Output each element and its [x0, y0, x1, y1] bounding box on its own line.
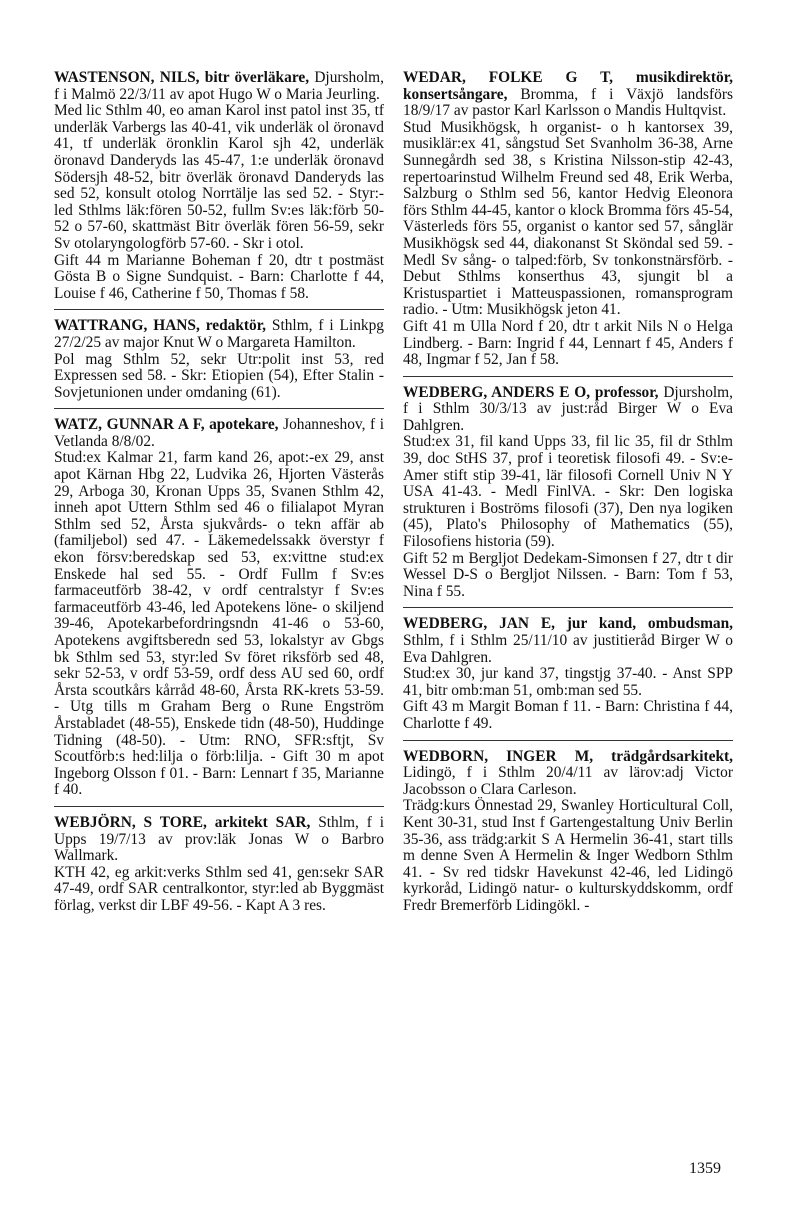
entry-text: Sthlm, f i Upps 19/7/13 av prov:läk Jonas W o Barbro Wallmark.	[54, 813, 384, 865]
entry-heading: WASTENSON, NILS, bitr överläkare,	[54, 69, 310, 86]
entry-text: Djursholm, f i Malmö 22/3/11 av apot Hugo W o Maria Jeurling.	[54, 69, 384, 103]
entry-text: Stud Musikhögsk, h organist- o h kantorsex 39, musiklär:ex 41, sångstud Set Svanholm 36-38, Arne Sunnegårdh sed 38, s Kristina Nilsson-stip 42-43, repertoarinstud Wilhelm Freund sed 48, Erik Werba, Salzburg o Sthlm sed 56, kantor Hedvig Eleonora förs Sthlm 44-45, kantor o klock Bromma förs 45-54, Västerleds förs 55, organist o kantor sed 57, sånglär Musikhögsk sed 44, diakonanst St Sköndal sed 59. - Medl Sv sång- o talped:förb, Sv tonkonstnärsförb. - Debut Sthlms konserthus 43, sjungit bl a Kristuspartiet i Matteuspassionen, romansprogram radio. - Utm: Musikhögsk jeton 41.	[403, 118, 734, 319]
entry-divider	[54, 408, 384, 409]
entry-text: Stud:ex 31, fil kand Upps 33, fil lic 35, fil dr Sthlm 39, doc StHS 37, prof i teoretisk filosofi 49. - Sv:e-Amer stift stip 39-41, lär filosofi Cornell Univ N Y USA 41-43. - Medl FinlVA. - Skr: Den logiska strukturen i Boströms filosofi (37), Den nya logiken (45), Plato's Philosophy of Mathematics (55), Filosofiens historia (59).	[403, 433, 733, 551]
entry-text: Sthlm, f i Linkpg 27/2/25 av major Knut W o Margareta Hamilton.	[54, 317, 385, 351]
entry-wedborn	[403, 749, 733, 915]
entry-wedberg-anders	[403, 385, 733, 601]
entry-divider	[403, 376, 733, 377]
entry-divider	[403, 607, 733, 608]
entry-text: Med lic Sthlm 40, eo aman Karol inst patol inst 35, tf underläk Varbergs las 40-41, vik underläk ol öronavd 41, tf underläk öronklin Karol sjh 42, underläk öronavd Danderyds las 45-47, 1:e underläk öronavd Södersjh 48-52, bitr överläk öronavd Danderyds las sed 52, konsult otolog Norrtälje las sed 52. - Styr:-led Sthlms läk:fören 50-52, fullm Sv:es läk:förb 50-52 o 57-60, skattmäst Bitr överläk fören 56-59, sekr Sv otolaryngologförb 57-60. - Skr i otol.	[54, 102, 384, 252]
entry-text: Lidingö, f i Sthlm 20/4/11 av lärov:adj Victor Jacobsson o Clara Carleson.	[403, 764, 733, 798]
entry-divider	[403, 740, 733, 741]
entry-text: Trädg:kurs Önnestad 29, Swanley Horticultural Coll, Kent 30-31, stud Inst f Gartengestaltung Univ Berlin 35-36, ass trädg:arkit S A Hermelin 36-41, start tills m denne Sven A Hermelin & Inger Wedborn Sthlm 41. - Sv red tidskr Havekunst 42-46, led Lidingö kyrkoråd, Lidingö natur- o kulturskyddskomm, ordf Fredr Bremerförb Lidingökl. -	[403, 797, 733, 914]
entry-heading: WATTRANG, HANS, redaktör,	[54, 317, 266, 335]
entry-wedar	[403, 70, 733, 369]
entry-heading: WEBJÖRN, S TORE, arkitekt SAR,	[54, 813, 311, 831]
entry-webjorn	[54, 815, 384, 915]
entry-text: Pol mag Sthlm 52, sekr Utr:polit inst 53, red Expressen sed 58. - Skr: Etiopien (54), Efter Stalin - Sovjetunionen under omdaning (61).	[54, 350, 384, 401]
right-column	[403, 70, 733, 915]
entry-wedberg-jan	[403, 616, 733, 732]
entry-text: Johanneshov, f i Vetlanda 8/8/02.	[54, 416, 384, 450]
entry-text: KTH 42, eg arkit:verks Sthlm sed 41, gen:sekr SAR 47-49, ordf SAR centralkontor, styr:led ab Byggmäst förlag, verkst dir LBF 49-56. - Kapt A 3 res.	[54, 863, 384, 914]
entry-text: Gift 52 m Bergljot Dedekam-Simonsen f 27, dtr t dir Wessel D-S o Bergljot Nilssen. - Barn: Tom f 53, Nina f 55.	[403, 549, 733, 600]
entry-text: Stud:ex 30, jur kand 37, tingstjg 37-40. - Anst SPP 41, bitr omb:man 51, omb:man sed 55.	[403, 665, 733, 699]
entry-text: Gift 44 m Marianne Boheman f 20, dtr t postmäst Gösta B o Signe Sundquist. - Barn: Charlotte f 44, Louise f 46, Catherine f 50, Thomas f 58.	[54, 251, 384, 302]
entry-divider	[54, 806, 384, 807]
entry-heading: WATZ, GUNNAR A F, apotekare,	[54, 416, 279, 434]
entry-divider	[54, 309, 384, 310]
entry-heading: WEDBORN, INGER M, trädgårdsarkitekt,	[403, 747, 733, 765]
entry-text: Djursholm, f i Sthlm 30/3/13 av just:råd Birger W o Eva Dahlgren.	[403, 383, 733, 434]
entry-watz	[54, 417, 384, 799]
page-number: 1359	[689, 1160, 721, 1177]
entry-wastenson	[54, 70, 384, 302]
entry-text: Sthlm, f i Sthlm 25/11/10 av justitieråd Birger W o Eva Dahlgren.	[403, 632, 733, 666]
entry-wattrang	[54, 318, 384, 401]
entry-text: Stud:ex Kalmar 21, farm kand 26, apot:-ex 29, anst apot Kärnan Hbg 22, Ludvika 26, Hjorten Västerås 29, Arboga 30, Kronan Upps 35, Svanen Sthlm 42, inneh apot Uttern Sthlm sed 46 o filialapot Myran Sthlm sed 52, Årsta sjukvårds- o tekn affär ab (familjebol) sed 47. - Läkemedelssakk överstyr f ekon försv:beredskap sed 53, ex:vittne stud:ex Enskede hal sed 55. - Ordf Fullm f Sv:es farmaceutförb 38-42, v ordf centralstyr f Sv:es farmaceutförb 43-46, led Apotekens löne- o skiljend 39-46, Apotekarbefordringsndn 41-46 o 53-60, Apotekens avgiftsberedn sed 53, lokalstyr av Gbgs bk Sthlm sed 53, styr:led Sv föret riksförb sed 48, sekr 52-53, v ordf 53-59, ordf dess AU sed 60, ordf Årsta scoutkårs kårråd 48-60, Årsta RK-krets 53-59. - Utg tills m Graham Berg o Rune Engström Årstabladet (48-55), Enskede tidn (48-50), Huddinge Tidning (48-50). - Utm: RNO, SFR:sftjt, Sv Scoutförb:s hed:lilja o förb:lilja. - Gift 30 m apot Ingeborg Olsson f 01. - Barn: Lennart f 35, Marianne f 40.	[54, 449, 384, 799]
entry-text: Bromma, f i Växjö landsförs 18/9/17 av pastor Karl Karlsson o Mandis Hultqvist.	[403, 85, 733, 120]
entry-heading: WEDAR, FOLKE G T, musikdirektör, konsertsångare,	[403, 69, 733, 103]
entry-text: Gift 43 m Margit Boman f 11. - Barn: Christina f 44, Charlotte f 49.	[403, 698, 733, 732]
entry-heading: WEDBERG, ANDERS E O, professor,	[403, 383, 659, 401]
entry-heading: WEDBERG, JAN E, jur kand, ombudsman,	[403, 615, 733, 633]
left-column	[54, 70, 384, 915]
entry-text: Gift 41 m Ulla Nord f 20, dtr t arkit Nils N o Helga Lindberg. - Barn: Ingrid f 44, Lennart f 45, Anders f 48, Ingmar f 52, Jan f 58.	[403, 317, 733, 369]
